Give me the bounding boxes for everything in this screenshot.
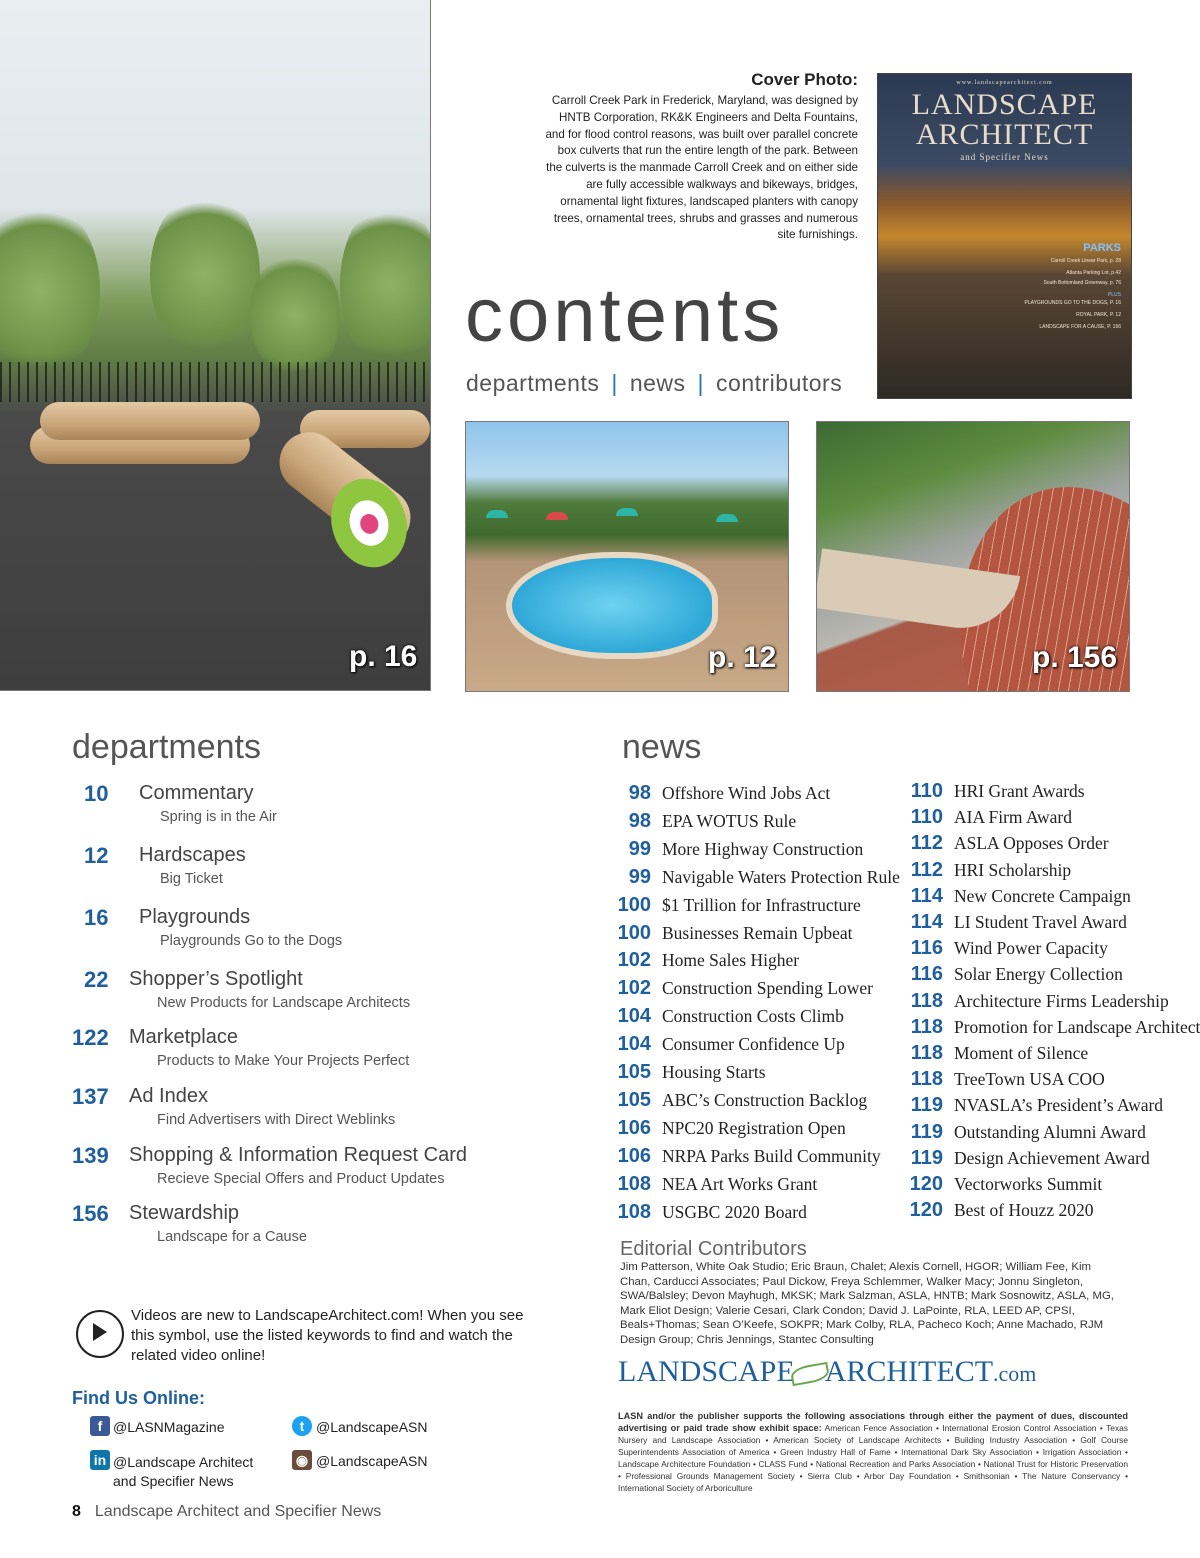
logo-part: ARCHITECT: [824, 1355, 994, 1388]
cover-photo-caption: Carroll Creek Park in Frederick, Maryland, was designed by HNTB Corporation, RK&K Engineers and Delta Fountains, and for flood control reasons, was built over parallel concrete box culverts that run the entire length of the park. Between the culverts is the manmade Carroll Creek and on either side are fully accessible walkways and bikeways, bridges, ornamental light fixtures, landscaped planters with canopy trees, ornamental trees, shrubs and grasses and numerous site furnishings.: [545, 94, 858, 242]
news-item[interactable]: Construction Costs Climb: [662, 1006, 844, 1027]
site-logo[interactable]: [618, 1355, 1036, 1389]
news-item[interactable]: Wind Power Capacity: [954, 938, 1108, 959]
department-page-number: 22: [84, 967, 109, 992]
news-item[interactable]: NRPA Parks Build Community: [662, 1145, 881, 1166]
news-item[interactable]: Vectorworks Summit: [954, 1174, 1103, 1194]
news-item[interactable]: ASLA Opposes Order: [954, 833, 1109, 854]
department-name[interactable]: Shopping & Information Request Card: [129, 1144, 467, 1166]
associations-text: [618, 1410, 1128, 1494]
contributors-text: Jim Patterson, White Oak Studio; Eric Braun, Chalet; Alexis Cornell, HGOR; William Fee, Kim Chan, Carducci Associates; Paul Dickow, Freya Schlemmer, Walker Macy; Jonnu Singleton, SWA/Balsley; Devon Mayhugh, MKSK; Mark Salzman, ASLA, HNTB; Mark Sosnowitz, ASLA, MG, Mark Eliot Design; Valerie Cesari, Clark Condon; David J. LaPointe, RLA, LEED AP, CPSI, Beals+Thomas; Sean O’Keefe, SOKPR; Mark Colby, RLA, Pacheco Koch; Anne Machado, RJM Design Group; Chris Jennings, Stantec Consulting: [620, 1261, 1114, 1346]
patio-photo: [816, 421, 1130, 692]
news-item[interactable]: Navigable Waters Protection Rule: [662, 866, 900, 887]
news-item[interactable]: HRI Scholarship: [954, 859, 1072, 880]
news-item[interactable]: Outstanding Alumni Award: [954, 1121, 1146, 1142]
department-name[interactable]: Ad Index: [129, 1085, 208, 1107]
news-item[interactable]: AIA Firm Award: [954, 807, 1072, 828]
news-item[interactable]: Solar Energy Collection: [954, 964, 1123, 985]
department-name[interactable]: Commentary: [139, 782, 254, 804]
news-page-number: 119: [910, 1094, 943, 1117]
news-page-number: 116: [910, 937, 943, 960]
page-footer: [72, 1503, 381, 1521]
department-subtitle: Find Advertisers with Direct Weblinks: [157, 1112, 396, 1128]
news-item[interactable]: Architecture Firms Leadership: [954, 990, 1169, 1011]
department-subtitle: Products to Make Your Projects Perfect: [157, 1053, 410, 1069]
news-item[interactable]: More Highway Construction: [662, 838, 864, 859]
department-name[interactable]: Playgrounds: [139, 906, 251, 928]
department-name[interactable]: Marketplace: [129, 1026, 238, 1048]
linkedin-line-2: and Specifier News: [113, 1473, 234, 1489]
cover-photo-heading: Cover Photo:: [751, 70, 858, 89]
news-page-number: 100: [617, 893, 651, 916]
news-item[interactable]: Home Sales Higher: [662, 950, 800, 971]
news-page-number: 108: [617, 1200, 651, 1223]
nav-news[interactable]: news: [629, 370, 686, 396]
page-label-156: p. 156: [1032, 641, 1118, 674]
department-name[interactable]: Stewardship: [129, 1202, 240, 1224]
instagram-icon[interactable]: ◉: [292, 1450, 312, 1470]
news-page-number: 100: [617, 921, 651, 944]
department-subtitle: Landscape for a Cause: [157, 1229, 307, 1245]
contents-nav: departments | news | contributors: [466, 370, 843, 396]
news-item[interactable]: Moment of Silence: [954, 1043, 1089, 1063]
news-page-number: 114: [910, 911, 943, 933]
news-item[interactable]: $1 Trillion for Infrastructure: [662, 894, 861, 915]
news-item[interactable]: Promotion for Landscape Architect: [954, 1016, 1200, 1037]
news-page-number: 110: [910, 780, 943, 802]
news-page-number: 108: [617, 1172, 651, 1195]
news-page-number: 114: [910, 884, 943, 907]
playground-photo: [0, 0, 431, 691]
department-page-number: 10: [84, 781, 109, 806]
news-page-number: 120: [909, 1173, 943, 1195]
news-item[interactable]: Businesses Remain Upbeat: [662, 922, 853, 943]
department-subtitle: Big Ticket: [160, 871, 223, 887]
nav-departments[interactable]: departments: [466, 370, 600, 396]
news-page-number: 119: [910, 1146, 943, 1169]
news-item[interactable]: HRI Grant Awards: [954, 781, 1085, 801]
news-item[interactable]: TreeTown USA COO: [954, 1069, 1105, 1090]
logo-part: LANDSCAPE: [618, 1355, 795, 1388]
news-page-number: 118: [910, 1015, 943, 1038]
news-item[interactable]: NPC20 Registration Open: [662, 1117, 846, 1138]
news-item[interactable]: Best of Houzz 2020: [954, 1200, 1094, 1221]
news-page-number: 104: [617, 1005, 651, 1028]
magazine-title-2: ARCHITECT: [915, 118, 1094, 151]
page-label-12: p. 12: [708, 641, 777, 674]
department-subtitle: Recieve Special Offers and Product Updates: [157, 1171, 445, 1187]
magazine-subtitle: and Specifier News: [960, 152, 1049, 162]
facebook-handle[interactable]: @LASNMagazine: [113, 1419, 225, 1435]
news-page-number: 118: [910, 1042, 943, 1064]
logo-part: .com: [993, 1361, 1037, 1386]
news-item[interactable]: Housing Starts: [662, 1062, 766, 1082]
news-page-number: 102: [617, 949, 651, 972]
page-title: contents: [465, 273, 785, 358]
magazine-item: PLAYGROUNDS GO TO THE DOGS, P. 16: [1024, 300, 1121, 306]
page-number: 8: [72, 1503, 81, 1520]
associations-lead: LASN and/or the publisher supports the following associations through either the payment of dues, discounted advertising or paid trade show exhibit space:: [618, 1411, 1128, 1433]
department-page-number: 156: [72, 1201, 109, 1226]
news-page-number: 118: [910, 989, 943, 1012]
contributors-heading: Editorial Contributors: [620, 1238, 807, 1260]
news-page-number: 99: [628, 865, 651, 888]
news-page-number: 106: [617, 1116, 651, 1139]
news-page-number: 119: [910, 1120, 943, 1143]
news-item[interactable]: LI Student Travel Award: [954, 912, 1127, 932]
twitter-handle[interactable]: @LandscapeASN: [316, 1419, 428, 1435]
news-page-number: 99: [628, 837, 651, 860]
department-page-number: 12: [84, 843, 109, 868]
magazine-item: Atlanta Parking Lot, p.42: [1066, 270, 1121, 276]
page-label-16: p. 16: [349, 640, 418, 673]
magazine-item: ROYAL PARK, P. 12: [1076, 312, 1121, 318]
news-page-number: 104: [617, 1033, 651, 1056]
facebook-icon[interactable]: f: [90, 1416, 110, 1436]
news-page-number: 116: [910, 963, 943, 986]
news-item[interactable]: NEA Art Works Grant: [662, 1173, 818, 1194]
linkedin-line-1: @Landscape Architect: [113, 1454, 254, 1470]
department-subtitle: Playgrounds Go to the Dogs: [160, 933, 343, 949]
news-page-number: 112: [910, 858, 943, 881]
news-item[interactable]: Consumer Confidence Up: [662, 1034, 845, 1055]
news-item[interactable]: Construction Spending Lower: [662, 978, 873, 999]
department-page-number: 139: [72, 1143, 109, 1168]
news-item[interactable]: Offshore Wind Jobs Act: [662, 783, 831, 803]
magazine-item: South Bottomland Greenway, p. 76: [1043, 280, 1121, 286]
news-page-number: 120: [909, 1199, 943, 1222]
news-page-number: 98: [628, 809, 651, 832]
twitter-icon[interactable]: t: [292, 1416, 312, 1436]
news-item[interactable]: New Concrete Campaign: [954, 885, 1131, 906]
department-subtitle: Spring is in the Air: [160, 809, 277, 825]
news-item[interactable]: NVASLA’s President’s Award: [954, 1095, 1164, 1116]
news-heading: news: [622, 728, 702, 766]
find-us-heading: Find Us Online:: [72, 1388, 205, 1408]
video-note: Videos are new to LandscapeArchitect.com! When you see this symbol, use the listed keywords to find and watch the related video online!: [131, 1307, 524, 1364]
news-item[interactable]: EPA WOTUS Rule: [662, 810, 797, 831]
nav-contributors[interactable]: contributors: [716, 370, 843, 396]
department-page-number: 137: [72, 1084, 109, 1109]
department-page-number: 122: [72, 1025, 109, 1050]
magazine-title-1: LANDSCAPE: [911, 88, 1098, 121]
magazine-parks: PARKS: [1083, 242, 1121, 254]
news-page-number: 106: [617, 1144, 651, 1167]
pool-photo: [465, 421, 789, 692]
news-page-number: 105: [617, 1088, 651, 1111]
news-page-number: 110: [910, 806, 943, 829]
instagram-handle[interactable]: @LandscapeASN: [316, 1453, 428, 1469]
linkedin-handle[interactable]: [113, 1453, 253, 1491]
news-page-number: 105: [617, 1061, 651, 1083]
publication-name: Landscape Architect and Specifier News: [94, 1503, 382, 1520]
department-name[interactable]: Hardscapes: [139, 844, 246, 866]
news-page-number: 118: [910, 1068, 943, 1091]
magazine-item: Carroll Creek Linear Park, p. 28: [1050, 258, 1121, 264]
magazine-item: LANDSCAPE FOR A CAUSE, P. 156: [1039, 324, 1121, 330]
magazine-cover: [877, 73, 1132, 399]
news-page-number: 102: [617, 977, 651, 1000]
news-item[interactable]: Design Achievement Award: [954, 1147, 1150, 1168]
news-page-number: 98: [628, 782, 651, 804]
department-page-number: 16: [84, 905, 109, 930]
department-name[interactable]: Shopper’s Spotlight: [129, 968, 303, 990]
departments-heading: departments: [72, 728, 261, 766]
associations-list: American Fence Association • International Erosion Control Association • Texas Nursery and Landscape Association • American Society of Landscape Architects • Building Industry Association • Golf Course Superintendents Association of America • Green Industry Hall of Fame • International Dark Sky Association • Irrigation Association • Landscape Architecture Foundation • CLASS Fund • National Recreation and Parks Association • National Trust for Historic Preservation • Professional Grounds Management Society • Sierra Club • Arbor Day Foundation • Smithsonian • The Nature Conservancy • International Society of Arboriculture: [618, 1423, 1128, 1493]
news-page-number: 112: [910, 832, 943, 855]
magazine-url: www.landscapearchitect.com: [956, 80, 1053, 86]
department-subtitle: New Products for Landscape Architects: [157, 995, 411, 1011]
news-item[interactable]: USGBC 2020 Board: [662, 1201, 807, 1222]
linkedin-icon[interactable]: in: [90, 1450, 110, 1470]
magazine-item: PLUS: [1107, 292, 1121, 298]
news-item[interactable]: ABC’s Construction Backlog: [662, 1089, 868, 1110]
